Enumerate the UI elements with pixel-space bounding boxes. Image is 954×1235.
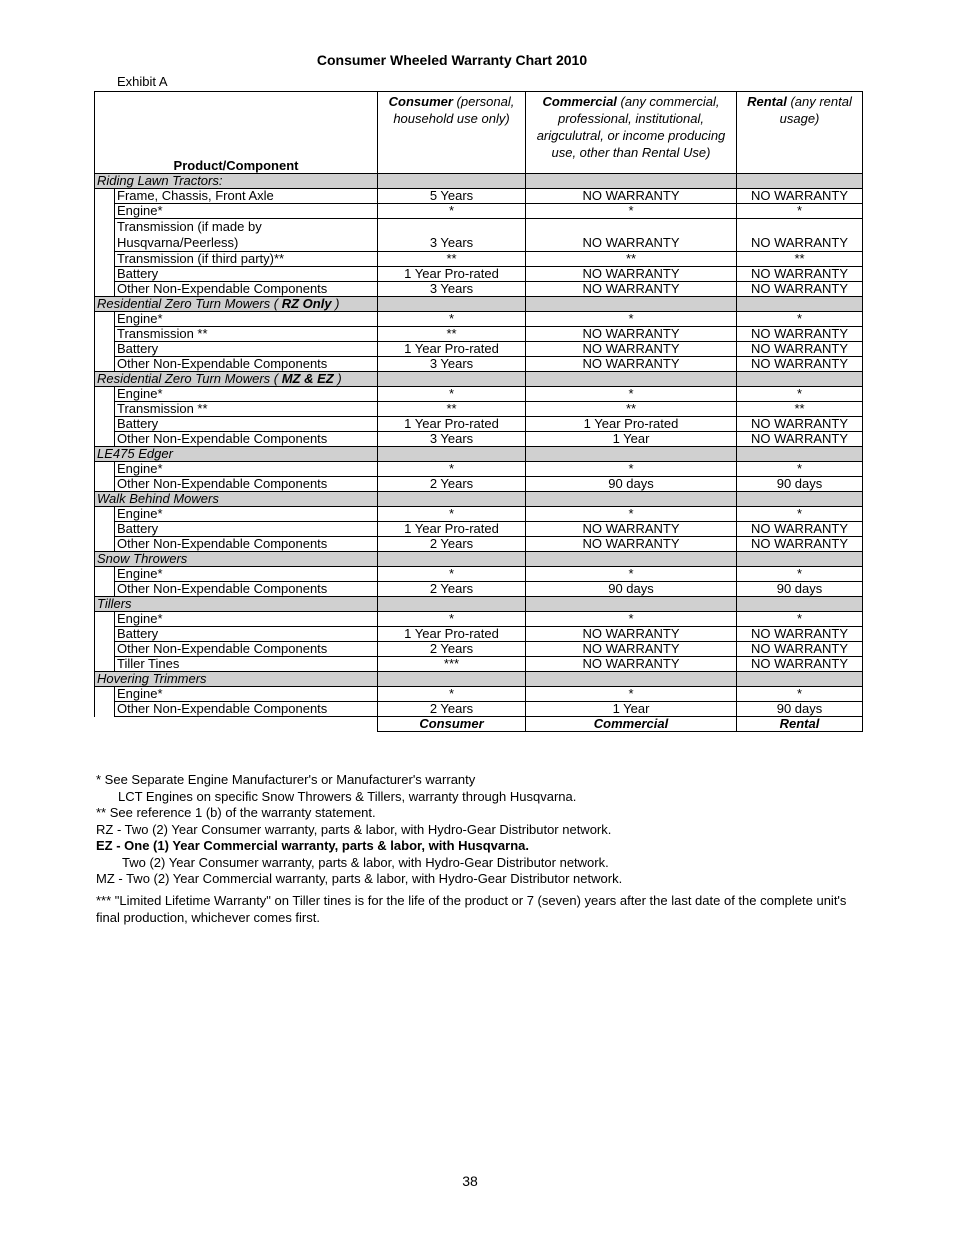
indent-cell — [95, 537, 115, 552]
indent-cell — [95, 522, 115, 537]
section-shade-cell — [526, 297, 737, 312]
component-cell: Other Non-Expendable Components — [115, 357, 378, 372]
component-cell: Engine* — [115, 387, 378, 402]
section-shade-cell — [526, 492, 737, 507]
section-shade-cell — [737, 372, 863, 387]
component-cell: Transmission ** — [115, 402, 378, 417]
rental-cell: * — [737, 387, 863, 402]
commercial-cell: 90 days — [526, 477, 737, 492]
section-name-text: Tillers — [97, 596, 132, 611]
section-shade-cell — [378, 372, 526, 387]
indent-cell — [95, 612, 115, 627]
section-shade-cell — [737, 447, 863, 462]
section-name — [95, 297, 378, 312]
header-commercial-desc: (any commercial, professional, institutional, arigculutral, or income producing use, other than Rental Use) — [536, 94, 726, 160]
component-cell: Engine* — [115, 567, 378, 582]
table-row — [95, 219, 863, 252]
table-row — [95, 627, 863, 642]
rental-cell: NO WARRANTY — [737, 642, 863, 657]
commercial-cell: NO WARRANTY — [526, 537, 737, 552]
footer-row — [95, 717, 863, 732]
indent-cell — [95, 342, 115, 357]
warranty-table — [94, 91, 863, 732]
consumer-cell: 2 Years — [378, 702, 526, 717]
consumer-cell: * — [378, 507, 526, 522]
table-row — [95, 702, 863, 717]
indent-cell — [95, 327, 115, 342]
rental-cell: NO WARRANTY — [737, 282, 863, 297]
consumer-cell: * — [378, 567, 526, 582]
component-cell: Battery — [115, 342, 378, 357]
consumer-cell: 2 Years — [378, 537, 526, 552]
footnote: Two (2) Year Consumer warranty, parts & labor, with Hydro-Gear Distributor network. — [122, 854, 609, 870]
component-cell: Engine* — [115, 462, 378, 477]
section-shade-cell — [378, 552, 526, 567]
commercial-cell: NO WARRANTY — [526, 522, 737, 537]
consumer-cell: 1 Year Pro-rated — [378, 417, 526, 432]
section-shade-cell — [737, 297, 863, 312]
section-name-text: Residential Zero Turn Mowers ( — [97, 371, 282, 386]
indent-cell — [95, 702, 115, 717]
table-row — [95, 522, 863, 537]
section-shade-cell — [378, 447, 526, 462]
consumer-cell: 1 Year Pro-rated — [378, 627, 526, 642]
rental-cell: * — [737, 462, 863, 477]
section-shade-cell — [737, 672, 863, 687]
section-shade-cell — [526, 372, 737, 387]
consumer-cell: 2 Years — [378, 642, 526, 657]
consumer-cell: *** — [378, 657, 526, 672]
indent-cell — [95, 642, 115, 657]
header-rental — [737, 92, 863, 174]
rental-cell: * — [737, 612, 863, 627]
header-row — [95, 92, 863, 174]
consumer-cell: * — [378, 612, 526, 627]
table-row — [95, 189, 863, 204]
rental-cell: NO WARRANTY — [737, 189, 863, 204]
commercial-cell: ** — [526, 402, 737, 417]
section-row — [95, 372, 863, 387]
section-name — [95, 372, 378, 387]
table-row — [95, 642, 863, 657]
section-name — [95, 552, 378, 567]
consumer-cell: * — [378, 462, 526, 477]
section-name-after: ) — [331, 296, 340, 311]
table-row — [95, 252, 863, 267]
section-name-text: LE475 Edger — [97, 446, 173, 461]
section-row — [95, 552, 863, 567]
section-row — [95, 174, 863, 189]
rental-cell: * — [737, 567, 863, 582]
footer-commercial: Commercial — [526, 717, 737, 732]
rental-cell: NO WARRANTY — [737, 327, 863, 342]
consumer-cell: 5 Years — [378, 189, 526, 204]
footnote: * See Separate Engine Manufacturer's or Manufacturer's warranty — [96, 772, 476, 787]
rental-cell: NO WARRANTY — [737, 432, 863, 447]
commercial-cell: 1 Year — [526, 702, 737, 717]
header-product-component: Product/Component — [95, 92, 378, 174]
section-shade-cell — [378, 174, 526, 189]
component-cell: Other Non-Expendable Components — [115, 432, 378, 447]
rental-cell: 90 days — [737, 702, 863, 717]
commercial-cell: NO WARRANTY — [526, 189, 737, 204]
section-shade-cell — [526, 174, 737, 189]
table-row — [95, 657, 863, 672]
component-cell: Frame, Chassis, Front Axle — [115, 189, 378, 204]
commercial-cell: 90 days — [526, 582, 737, 597]
footnote: *** "Limited Lifetime Warranty" on Tiller tines is for the life of the product or 7 (seven) years after the last date of the complete unit's final production, whichever comes first. — [96, 892, 847, 925]
table-row — [95, 342, 863, 357]
commercial-cell: NO WARRANTY — [526, 267, 737, 282]
commercial-cell: * — [526, 687, 737, 702]
exhibit-label: Exhibit A — [117, 74, 168, 89]
component-cell: Other Non-Expendable Components — [115, 282, 378, 297]
rental-cell: 90 days — [737, 582, 863, 597]
component-cell: Battery — [115, 627, 378, 642]
section-name-text: Residential Zero Turn Mowers ( — [97, 296, 282, 311]
footer-blank — [95, 717, 378, 732]
rental-cell: NO WARRANTY — [737, 657, 863, 672]
rental-cell: 90 days — [737, 477, 863, 492]
rental-cell: NO WARRANTY — [737, 267, 863, 282]
indent-cell — [95, 252, 115, 267]
consumer-cell: 3 Years — [378, 432, 526, 447]
section-row — [95, 672, 863, 687]
commercial-cell: NO WARRANTY — [526, 357, 737, 372]
section-shade-cell — [526, 597, 737, 612]
section-shade-cell — [378, 297, 526, 312]
consumer-cell: 3 Years — [378, 357, 526, 372]
commercial-cell: * — [526, 612, 737, 627]
rental-cell: * — [737, 687, 863, 702]
component-cell: Battery — [115, 267, 378, 282]
component-cell: Engine* — [115, 312, 378, 327]
table-row — [95, 432, 863, 447]
section-name-model: RZ Only — [281, 296, 332, 311]
component-cell: Other Non-Expendable Components — [115, 477, 378, 492]
commercial-cell: * — [526, 204, 737, 219]
section-name-text: Snow Throwers — [97, 551, 188, 566]
rental-cell: NO WARRANTY — [737, 627, 863, 642]
indent-cell — [95, 432, 115, 447]
section-row — [95, 492, 863, 507]
table-row — [95, 312, 863, 327]
section-shade-cell — [378, 597, 526, 612]
footnote: RZ - Two (2) Year Consumer warranty, parts & labor, with Hydro-Gear Distributor network. — [96, 821, 612, 837]
section-name-model: MZ & EZ — [281, 371, 334, 386]
section-shade-cell — [526, 672, 737, 687]
consumer-cell: ** — [378, 402, 526, 417]
table-row — [95, 582, 863, 597]
indent-cell — [95, 417, 115, 432]
indent-cell — [95, 657, 115, 672]
header-consumer-desc: (personal, household use only) — [393, 94, 515, 126]
footer-rental: Rental — [737, 717, 863, 732]
component-cell: Battery — [115, 417, 378, 432]
indent-cell — [95, 462, 115, 477]
section-name — [95, 447, 378, 462]
table-row — [95, 462, 863, 477]
commercial-cell: NO WARRANTY — [526, 342, 737, 357]
section-name-text: Hovering Trimmers — [97, 671, 207, 686]
indent-cell — [95, 507, 115, 522]
component-cell: Transmission (if third party)** — [115, 252, 378, 267]
page-title: Consumer Wheeled Warranty Chart 2010 — [316, 52, 588, 68]
table-row — [95, 357, 863, 372]
rental-cell: NO WARRANTY — [737, 342, 863, 357]
consumer-cell: 1 Year Pro-rated — [378, 342, 526, 357]
rental-cell: NO WARRANTY — [737, 357, 863, 372]
component-cell: Transmission (if made by Husqvarna/Peerless) — [115, 219, 378, 252]
section-name — [95, 492, 378, 507]
section-shade-cell — [378, 492, 526, 507]
section-shade-cell — [737, 492, 863, 507]
table-row — [95, 267, 863, 282]
table-row — [95, 417, 863, 432]
consumer-cell: 3 Years — [378, 282, 526, 297]
indent-cell — [95, 357, 115, 372]
table-row — [95, 204, 863, 219]
consumer-cell: ** — [378, 252, 526, 267]
rental-cell: * — [737, 312, 863, 327]
table-row — [95, 282, 863, 297]
commercial-cell: * — [526, 387, 737, 402]
footnote: EZ - One (1) Year Commercial warranty, parts & labor, with Husqvarna. — [96, 838, 529, 853]
commercial-cell: * — [526, 507, 737, 522]
commercial-cell: * — [526, 312, 737, 327]
component-cell: Battery — [115, 522, 378, 537]
consumer-cell: * — [378, 387, 526, 402]
indent-cell — [95, 204, 115, 219]
footnotes — [96, 772, 866, 926]
commercial-cell: * — [526, 567, 737, 582]
component-cell: Other Non-Expendable Components — [115, 702, 378, 717]
indent-cell — [95, 387, 115, 402]
commercial-cell: ** — [526, 252, 737, 267]
consumer-cell: 1 Year Pro-rated — [378, 267, 526, 282]
header-consumer — [378, 92, 526, 174]
table-row — [95, 687, 863, 702]
consumer-cell: * — [378, 687, 526, 702]
section-name — [95, 597, 378, 612]
consumer-cell: * — [378, 204, 526, 219]
indent-cell — [95, 282, 115, 297]
indent-cell — [95, 627, 115, 642]
indent-cell — [95, 402, 115, 417]
header-rental-desc: (any rental usage) — [779, 94, 852, 126]
rental-cell: ** — [737, 402, 863, 417]
table-row — [95, 387, 863, 402]
table-row — [95, 537, 863, 552]
indent-cell — [95, 267, 115, 282]
page-number: 38 — [462, 1173, 478, 1189]
header-rental-bold: Rental — [747, 94, 787, 109]
commercial-cell: NO WARRANTY — [526, 327, 737, 342]
table-row — [95, 567, 863, 582]
header-commercial — [526, 92, 737, 174]
commercial-cell: NO WARRANTY — [526, 627, 737, 642]
component-cell: Engine* — [115, 612, 378, 627]
section-name — [95, 174, 378, 189]
footer-consumer: Consumer — [378, 717, 526, 732]
section-shade-cell — [378, 672, 526, 687]
commercial-cell: * — [526, 462, 737, 477]
component-cell: Engine* — [115, 204, 378, 219]
consumer-cell: 2 Years — [378, 477, 526, 492]
rental-cell: NO WARRANTY — [737, 522, 863, 537]
section-shade-cell — [737, 552, 863, 567]
indent-cell — [95, 219, 115, 252]
section-row — [95, 447, 863, 462]
indent-cell — [95, 477, 115, 492]
rental-cell: ** — [737, 252, 863, 267]
header-commercial-bold: Commercial — [542, 94, 617, 109]
section-name — [95, 672, 378, 687]
consumer-cell: * — [378, 312, 526, 327]
section-name-after: ) — [333, 371, 342, 386]
component-cell: Other Non-Expendable Components — [115, 537, 378, 552]
consumer-cell: 3 Years — [378, 219, 526, 252]
component-cell: Engine* — [115, 687, 378, 702]
component-cell: Transmission ** — [115, 327, 378, 342]
commercial-cell: NO WARRANTY — [526, 657, 737, 672]
table-row — [95, 612, 863, 627]
component-cell: Other Non-Expendable Components — [115, 582, 378, 597]
indent-cell — [95, 567, 115, 582]
footnote: LCT Engines on specific Snow Throwers & Tillers, warranty through Husqvarna. — [118, 788, 577, 804]
table-row — [95, 477, 863, 492]
warranty-table-body — [95, 92, 863, 732]
commercial-cell: NO WARRANTY — [526, 642, 737, 657]
indent-cell — [95, 687, 115, 702]
rental-cell: NO WARRANTY — [737, 417, 863, 432]
footnote: MZ - Two (2) Year Commercial warranty, parts & labor, with Hydro-Gear Distributor network. — [96, 871, 623, 886]
header-consumer-bold: Consumer — [388, 94, 453, 109]
rental-cell: * — [737, 507, 863, 522]
component-cell: Other Non-Expendable Components — [115, 642, 378, 657]
rental-cell: * — [737, 204, 863, 219]
component-cell: Tiller Tines — [115, 657, 378, 672]
table-row — [95, 402, 863, 417]
indent-cell — [95, 582, 115, 597]
rental-cell: NO WARRANTY — [737, 219, 863, 252]
commercial-cell: NO WARRANTY — [526, 282, 737, 297]
section-row — [95, 297, 863, 312]
indent-cell — [95, 189, 115, 204]
section-name-text: Walk Behind Mowers — [97, 491, 219, 506]
section-shade-cell — [526, 552, 737, 567]
section-shade-cell — [526, 447, 737, 462]
footnote: ** See reference 1 (b) of the warranty statement. — [96, 805, 376, 820]
commercial-cell: NO WARRANTY — [526, 219, 737, 252]
section-name-text: Riding Lawn Tractors: — [97, 173, 223, 188]
consumer-cell: ** — [378, 327, 526, 342]
commercial-cell: 1 Year — [526, 432, 737, 447]
section-shade-cell — [737, 174, 863, 189]
rental-cell: NO WARRANTY — [737, 537, 863, 552]
table-row — [95, 327, 863, 342]
commercial-cell: 1 Year Pro-rated — [526, 417, 737, 432]
indent-cell — [95, 312, 115, 327]
consumer-cell: 2 Years — [378, 582, 526, 597]
consumer-cell: 1 Year Pro-rated — [378, 522, 526, 537]
section-row — [95, 597, 863, 612]
section-shade-cell — [737, 597, 863, 612]
table-row — [95, 507, 863, 522]
component-cell: Engine* — [115, 507, 378, 522]
